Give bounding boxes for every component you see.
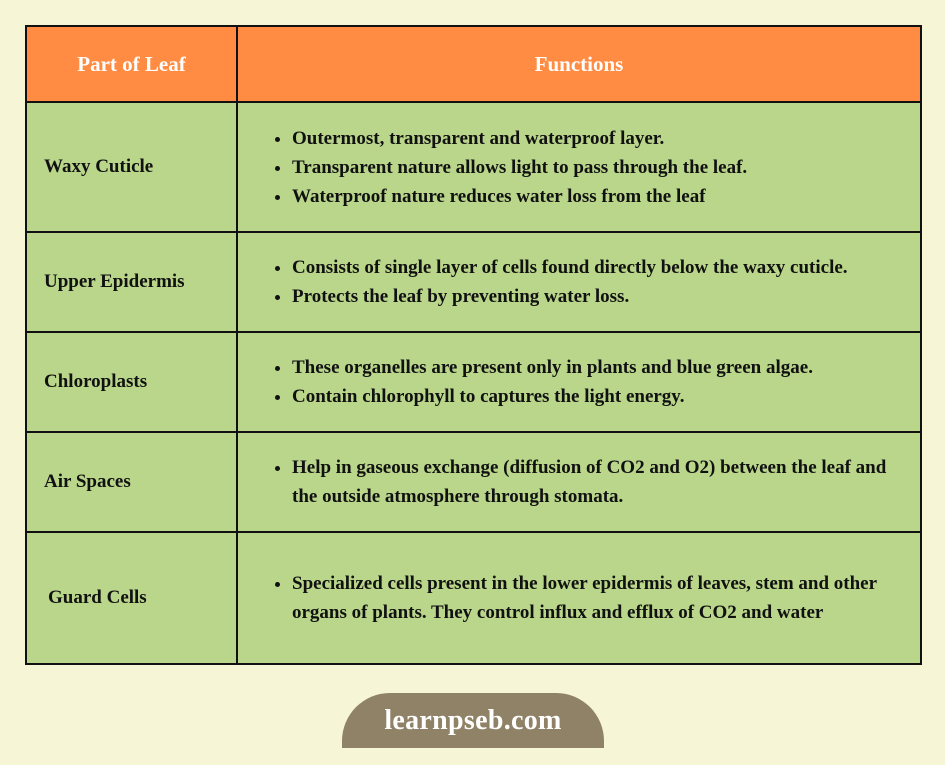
brand-watermark: learnpseb.com [384,704,562,736]
table-row [26,532,921,664]
function-item: • These organelles are present only in plants and blue green algae. [292,353,910,382]
functions-list [238,453,920,511]
part-name: Waxy Cuticle [26,102,237,232]
table-row [26,232,921,332]
function-item: • Outermost, transparent and waterproof layer. [292,124,910,153]
table-row [26,102,921,232]
leaf-parts-table [25,25,922,665]
part-name: Air Spaces [26,432,237,532]
functions-cell [237,232,921,332]
function-item: • Specialized cells present in the lower epidermis of leaves, stem and other organs of plants. They control influx and efflux of CO2 and water [292,569,910,627]
function-item: • Waterproof nature reduces water loss from the leaf [292,182,910,211]
part-name: Chloroplasts [26,332,237,432]
functions-cell [237,532,921,664]
functions-list [238,253,920,311]
functions-cell [237,432,921,532]
table-row [26,332,921,432]
functions-list [238,353,920,411]
function-item: • Consists of single layer of cells found directly below the waxy cuticle. [292,253,910,282]
part-name: Guard Cells [26,532,237,664]
part-name: Upper Epidermis [26,232,237,332]
function-item: • Transparent nature allows light to pass through the leaf. [292,153,910,182]
header-part-of-leaf: Part of Leaf [26,26,237,102]
table-header-row [26,26,921,102]
table-row [26,432,921,532]
functions-list [238,569,920,627]
function-item: • Protects the leaf by preventing water loss. [292,282,910,311]
brand-badge [342,693,604,748]
function-item: • Help in gaseous exchange (diffusion of CO2 and O2) between the leaf and the outside atmosphere through stomata. [292,453,910,511]
functions-cell [237,332,921,432]
functions-list [238,124,920,211]
header-functions: Functions [237,26,921,102]
function-item: • Contain chlorophyll to captures the light energy. [292,382,910,411]
functions-cell [237,102,921,232]
